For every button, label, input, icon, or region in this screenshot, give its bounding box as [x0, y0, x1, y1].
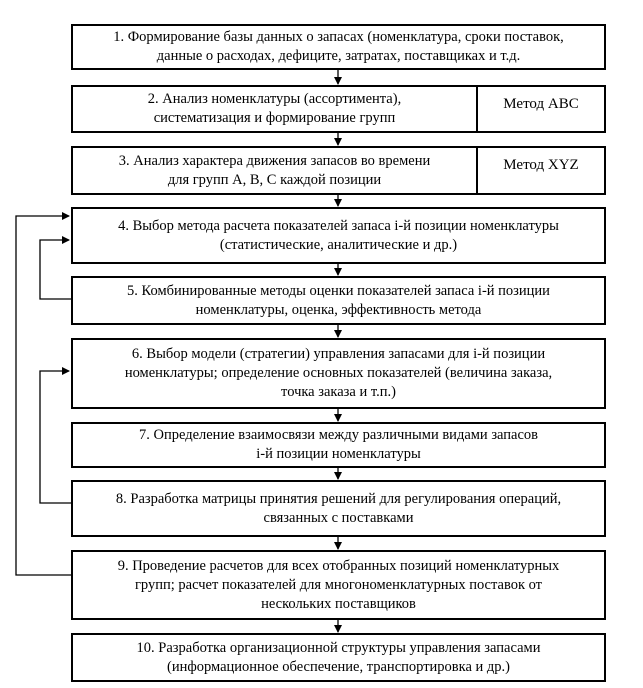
step-6-line1: 6. Выбор модели (стратегии) управления запасами для i-й позиции — [131, 346, 546, 362]
step-9-line2: групп; расчет показателей для многономенклатурных поставок от — [134, 576, 543, 593]
feedback-5-to-4 — [40, 240, 71, 299]
step-6-line3: точка заказа и т.п.) — [281, 384, 396, 400]
step-1-line1: 1. Формирование базы данных о запасах (номенклатура, сроки поставок, — [113, 29, 564, 45]
step-6-box — [71, 338, 606, 409]
step-9-box — [71, 550, 606, 620]
step-4-box — [71, 207, 606, 264]
step-7-line1: 7. Определение взаимосвязи между различными видами запасов — [138, 427, 539, 443]
step-5-line2: номенклатуры, оценка, эффективность метода — [195, 301, 482, 318]
step-5-box — [71, 276, 606, 325]
method-abc-label: Метод АВС — [476, 87, 604, 131]
step-7-box — [71, 422, 606, 468]
feedback-8-to-6 — [40, 371, 71, 503]
method-xyz-label: Метод XYZ — [476, 148, 604, 193]
step-2-line1: 2. Анализ номенклатуры (ассортимента), — [147, 91, 402, 107]
step-8-box — [71, 480, 606, 537]
step-8-line2: связанных с поставками — [263, 509, 414, 526]
step-10-box — [71, 633, 606, 682]
step-2-line2: систематизация и формирование групп — [153, 110, 396, 126]
step-4-line1: 4. Выбор метода расчета показателей запаса i-й позиции номенклатуры — [118, 217, 559, 234]
step-9-line3: нескольких поставщиков — [261, 595, 416, 612]
step-3-line1: 3. Анализ характера движения запасов во времени — [118, 152, 431, 169]
step-5-line1: 5. Комбинированные методы оценки показателей запаса i-й позиции — [127, 282, 550, 299]
step-7-line2: i-й позиции номенклатуры — [256, 446, 421, 462]
step-9-line1: 9. Проведение расчетов для всех отобранных позиций номенклатурных — [117, 557, 560, 574]
step-2-box — [71, 85, 606, 133]
step-3-box — [71, 146, 606, 195]
step-10-line1: 10. Разработка организационной структуры управления запасами — [136, 639, 541, 656]
step-6-line2: номенклатуры; определение основных показателей (величина заказа, — [124, 365, 553, 381]
step-3-line2: для групп А, В, С каждой позиции — [167, 171, 382, 188]
step-8-line1: 8. Разработка матрицы принятия решений для регулирования операций, — [115, 490, 562, 507]
step-10-line2: (информационное обеспечение, транспортировка и др.) — [166, 658, 510, 675]
step-1-box — [71, 24, 606, 70]
feedback-9-to-4 — [16, 216, 71, 575]
step-4-line2: (статистические, аналитические и др.) — [219, 236, 458, 253]
step-1-line2: данные о расходах, дефиците, затратах, поставщиках и т.д. — [156, 48, 521, 64]
